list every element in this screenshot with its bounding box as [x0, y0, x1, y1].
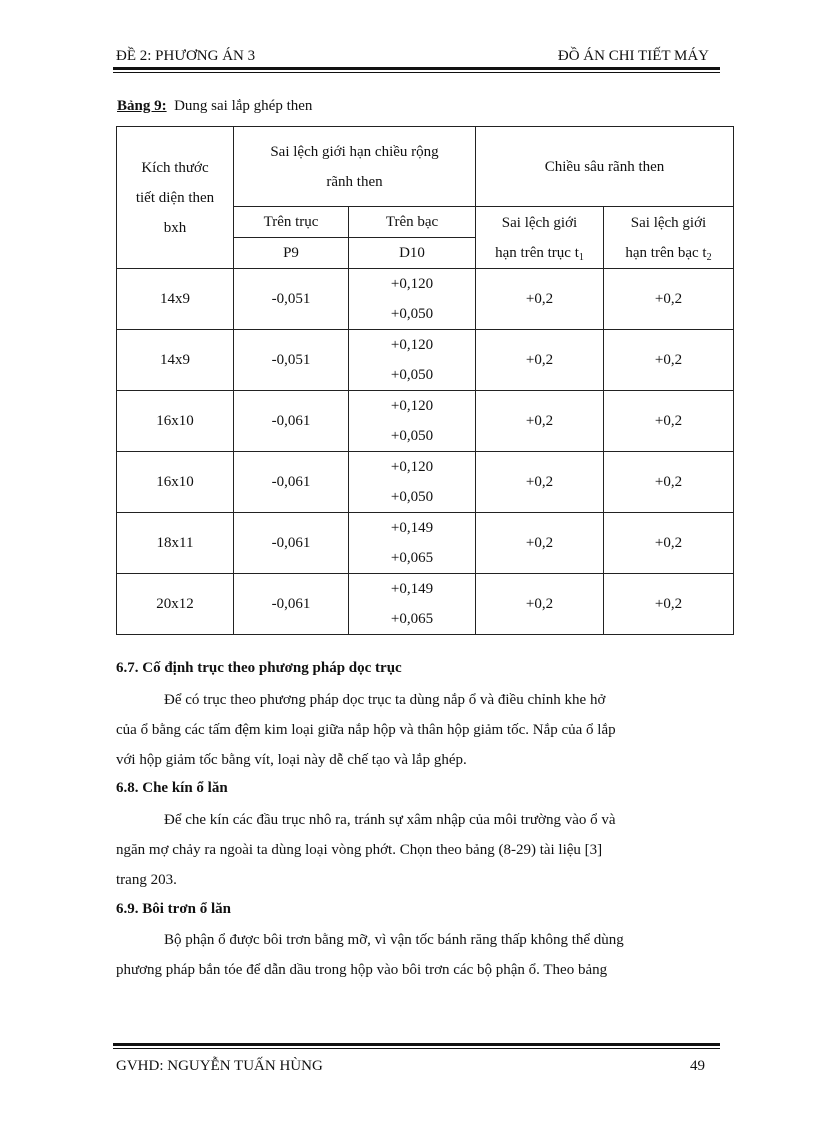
subheader-shaft: Trên trục	[234, 207, 349, 238]
paragraph-line: Để có trục theo phương pháp dọc trục ta dùng nắp ổ và điều chỉnh khe hở	[164, 692, 606, 708]
table-row	[117, 330, 734, 391]
cell-t1: +0,2	[476, 452, 604, 513]
table-caption	[117, 98, 312, 115]
subheader-depth-shaft	[476, 207, 604, 269]
table-row	[117, 391, 734, 452]
cell-shaft: -0,061	[234, 574, 349, 635]
depth-shaft-line-2: hạn trên trục $t_1$	[495, 244, 584, 263]
cell-hub: +0,120 +0,050	[349, 452, 476, 513]
cell-shaft: -0,061	[234, 452, 349, 513]
grade-hub: D10	[349, 238, 476, 269]
cell-t1: +0,2	[476, 513, 604, 574]
key-tolerance-table	[116, 126, 734, 635]
cell-shaft: -0,061	[234, 391, 349, 452]
section-body-6-9	[116, 925, 711, 985]
header-cell-depth: Chiều sâu rãnh then	[476, 127, 734, 207]
header-size-line-3: bxh	[163, 219, 187, 236]
footer-rule-thick	[113, 1043, 720, 1046]
header-rule-thick	[113, 67, 720, 70]
paragraph-line: với hộp giảm tốc bằng vít, loại này dễ chế tạo và lắp ghép.	[116, 752, 467, 768]
header-size-line-1: Kích thước	[141, 159, 209, 176]
table-row	[117, 574, 734, 635]
subscript-1: 1	[578, 251, 584, 263]
cell-shaft: -0,051	[234, 330, 349, 391]
cell-hub: +0,120 +0,050	[349, 391, 476, 452]
header-left: ĐỀ 2: PHƯƠNG ÁN 3	[116, 48, 256, 64]
cell-t2: +0,2	[604, 330, 734, 391]
cell-t1: +0,2	[476, 391, 604, 452]
section-title-6-7: 6.7. Cố định trục theo phương pháp dọc trục	[116, 660, 402, 676]
grade-shaft: P9	[234, 238, 349, 269]
section-body-6-8	[116, 805, 711, 895]
paragraph-line: Bộ phận ổ được bôi trơn bằng mỡ, vì vận tốc bánh răng thấp không thể dùng	[164, 932, 624, 948]
subheader-hub: Trên bạc	[349, 207, 476, 238]
header-cell-size	[117, 127, 234, 269]
cell-size: 14x9	[117, 330, 234, 391]
section-body-6-7	[116, 685, 711, 775]
paragraph-line: của ổ bằng các tấm đệm kim loại giữa nắp hộp và thân hộp giảm tốc. Nắp của ổ lắp	[116, 722, 616, 738]
depth-hub-line-2: hạn trên bạc $t_2$	[625, 244, 712, 263]
cell-shaft: -0,051	[234, 269, 349, 330]
cell-hub: +0,149 +0,065	[349, 574, 476, 635]
depth-hub-line-1: Sai lệch giới	[630, 214, 707, 231]
cell-hub: +0,120 +0,050	[349, 269, 476, 330]
cell-t2: +0,2	[604, 574, 734, 635]
page-number: 49	[690, 1058, 705, 1074]
cell-size: 16x10	[117, 391, 234, 452]
subscript-2: 2	[706, 251, 712, 263]
paragraph-line: Để che kín các đầu trục nhô ra, tránh sự xâm nhập của môi trường vào ổ và	[164, 812, 616, 828]
cell-hub: +0,120 +0,050	[349, 330, 476, 391]
header-cell-width	[234, 127, 476, 207]
paragraph-line: ngăn mợ chảy ra ngoài ta dùng loại vòng phớt. Chọn theo bảng (8-29) tài liệu [3]	[116, 842, 603, 858]
footer-rule-thin	[113, 1048, 720, 1049]
cell-size: 14x9	[117, 269, 234, 330]
header-width-line-2: rãnh then	[326, 173, 383, 190]
cell-t2: +0,2	[604, 452, 734, 513]
paragraph-line: trang 203.	[116, 872, 177, 888]
header-size-line-2: tiết diện then	[135, 189, 215, 206]
cell-t2: +0,2	[604, 513, 734, 574]
caption-label: Bảng 9:	[117, 98, 167, 114]
caption-text: Dung sai lắp ghép then	[174, 98, 313, 114]
table-row	[117, 452, 734, 513]
section-title-6-9: 6.9. Bôi trơn ổ lăn	[116, 901, 231, 917]
cell-t2: +0,2	[604, 391, 734, 452]
cell-t1: +0,2	[476, 574, 604, 635]
cell-hub: +0,149 +0,065	[349, 513, 476, 574]
cell-size: 18x11	[117, 513, 234, 574]
header-rule-thin	[113, 72, 720, 73]
paragraph-line: phương pháp bắn tóe để dẫn dầu trong hộp vào bôi trơn các bộ phận ổ. Theo bảng	[116, 962, 608, 978]
cell-t2: +0,2	[604, 269, 734, 330]
table-row	[117, 269, 734, 330]
cell-shaft: -0,061	[234, 513, 349, 574]
cell-size: 16x10	[117, 452, 234, 513]
depth-shaft-line-1: Sai lệch giới	[501, 214, 578, 231]
subheader-depth-hub	[604, 207, 734, 269]
cell-t1: +0,2	[476, 269, 604, 330]
cell-t1: +0,2	[476, 330, 604, 391]
header-width-line-1: Sai lệch giới hạn chiều rộng	[270, 143, 439, 160]
section-title-6-8: 6.8. Che kín ổ lăn	[116, 780, 228, 796]
table-row	[117, 513, 734, 574]
footer-advisor: GVHD: NGUYỄN TUẤN HÙNG	[116, 1058, 323, 1074]
header-right: ĐỒ ÁN CHI TIẾT MÁY	[557, 48, 709, 64]
cell-size: 20x12	[117, 574, 234, 635]
